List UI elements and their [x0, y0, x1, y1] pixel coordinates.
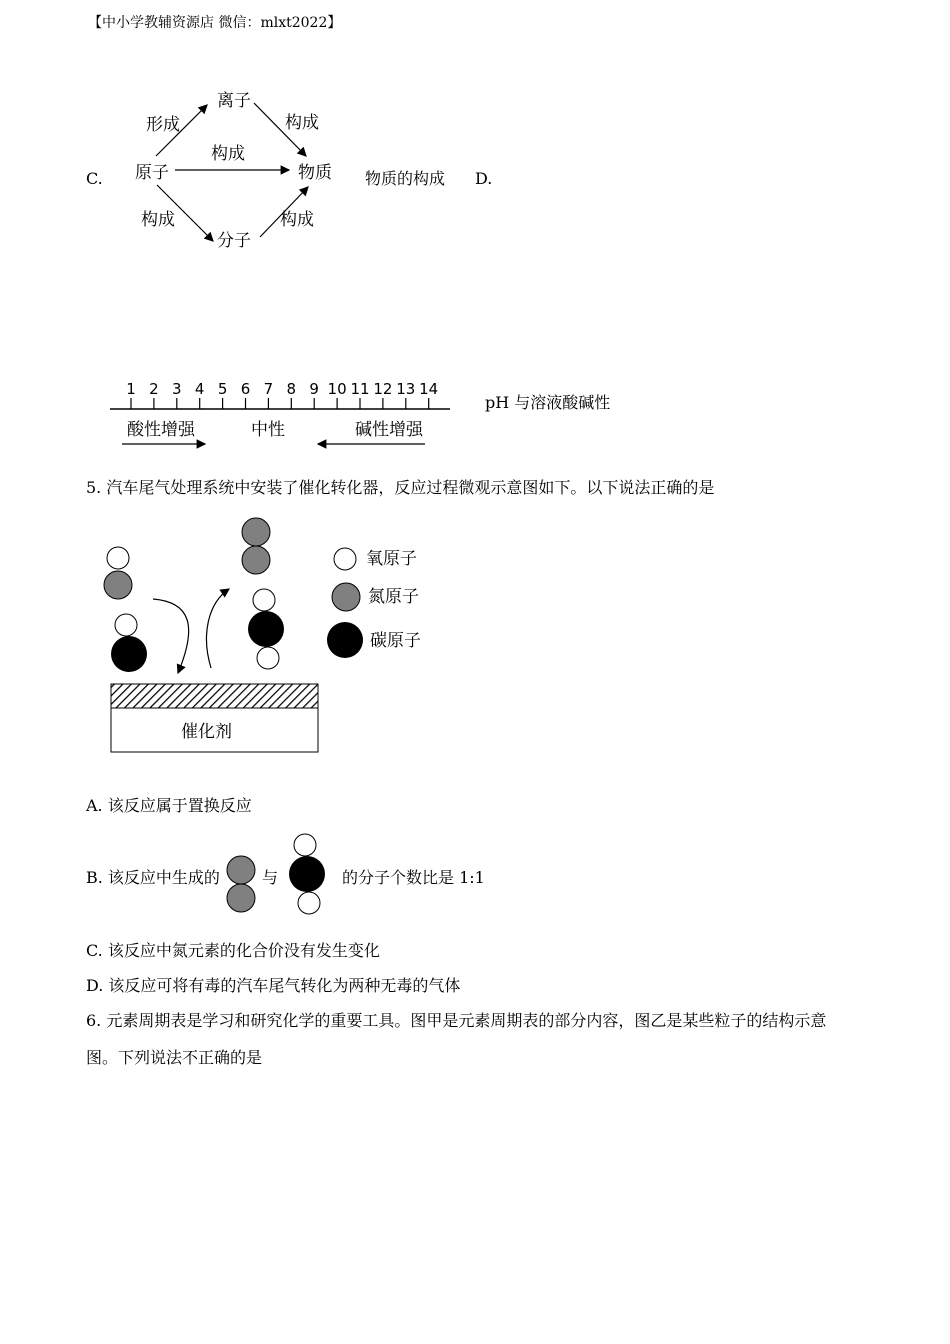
legend-nitrogen-icon — [332, 583, 360, 611]
carbon-atom — [111, 636, 147, 672]
option-d-letter: D. — [475, 169, 493, 188]
catalyst-surface — [111, 684, 318, 708]
ph-base-label: 碱性增强 — [355, 420, 423, 440]
curved-arrow-down — [153, 599, 189, 673]
nitrogen-atom — [104, 571, 132, 599]
oxygen-atom — [253, 589, 275, 611]
ph-tick-label: 9 — [309, 380, 319, 398]
ph-tick-label: 10 — [327, 380, 347, 398]
option-c-letter: C. — [86, 169, 103, 188]
edge-compose-direct: 构成 — [211, 144, 245, 164]
ph-tick-label: 13 — [396, 380, 416, 398]
legend-carbon-label: 碳原子 — [370, 631, 421, 651]
legend-oxygen-icon — [334, 548, 356, 570]
ph-tick-label: 14 — [419, 380, 439, 398]
ph-tick-label: 11 — [350, 380, 370, 398]
oxygen-atom — [107, 547, 129, 569]
oxygen-atom — [257, 647, 279, 669]
nitrogen-atom — [242, 546, 270, 574]
page-header: 【中小学教辅资源店 微信：mlxt2022】 — [88, 15, 342, 31]
ph-tick-label: 8 — [286, 380, 297, 398]
q5-option-a: A. 该反应属于置换反应 — [86, 796, 252, 815]
q5-option-b-prefix: B. 该反应中生成的 — [86, 868, 220, 887]
legend-oxygen-label: 氧原子 — [366, 549, 417, 569]
node-ion: 离子 — [217, 91, 251, 111]
curved-arrow-up — [207, 589, 229, 668]
legend-carbon-icon — [327, 622, 363, 658]
question-5-stem: 5. 汽车尾气处理系统中安装了催化转化器，反应过程微观示意图如下。以下说法正确的是 — [86, 478, 715, 497]
ph-scale — [110, 380, 450, 409]
edge-form: 形成 — [146, 115, 180, 135]
co2-molecule-icon — [294, 834, 316, 856]
nitrogen-atom — [242, 518, 270, 546]
q5-option-b-and: 与 — [262, 868, 279, 887]
question-6-line2: 图。下列说法不正确的是 — [86, 1048, 263, 1067]
option-c-caption: 物质的构成 — [365, 169, 446, 188]
ph-neutral-label: 中性 — [251, 420, 285, 440]
question-6-line1: 6. 元素周期表是学习和研究化学的重要工具。图甲是元素周期表的部分内容，图乙是某些粒子的结构示意 — [86, 1011, 827, 1030]
ph-tick-label: 3 — [172, 380, 182, 398]
node-molecule: 分子 — [217, 231, 251, 251]
ph-tick-label: 1 — [126, 380, 136, 398]
ph-tick-label: 6 — [240, 380, 251, 398]
option-d-caption: pH 与溶液酸碱性 — [485, 393, 611, 412]
ph-tick-label: 4 — [194, 380, 205, 398]
ph-tick-label: 12 — [373, 380, 393, 398]
edge-compose-atom-molecule: 构成 — [141, 210, 175, 230]
co2-molecule-icon — [298, 892, 320, 914]
ph-tick-label: 2 — [149, 380, 159, 398]
ph-acid-label: 酸性增强 — [127, 420, 195, 440]
node-atom: 原子 — [135, 163, 169, 183]
ph-tick-label: 5 — [217, 380, 228, 398]
q5-option-b-suffix: 的分子个数比是 1:1 — [342, 868, 485, 887]
legend-nitrogen-label: 氮原子 — [368, 587, 419, 607]
ph-tick-label: 7 — [263, 380, 274, 398]
node-matter: 物质 — [298, 163, 332, 183]
edge-compose-molecule: 构成 — [280, 210, 314, 230]
q5-option-c: C. 该反应中氮元素的化合价没有发生变化 — [86, 941, 380, 960]
co2-molecule-icon — [289, 856, 325, 892]
oxygen-atom — [115, 614, 137, 636]
n2-molecule-icon — [227, 884, 255, 912]
carbon-atom — [248, 611, 284, 647]
q5-option-d: D. 该反应可将有毒的汽车尾气转化为两种无毒的气体 — [86, 976, 461, 995]
catalyst-label: 催化剂 — [181, 722, 232, 742]
n2-molecule-icon — [227, 856, 255, 884]
edge-compose-ion: 构成 — [285, 113, 319, 133]
